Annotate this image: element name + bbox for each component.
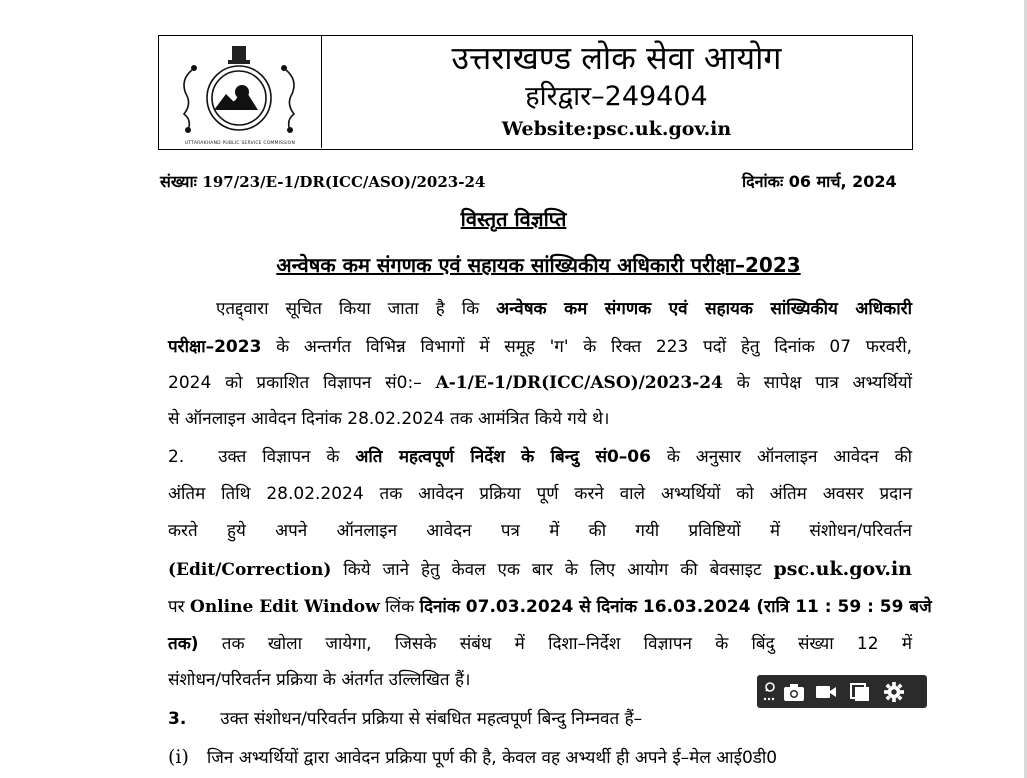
para2-line6: तक) तक खोला जायेगा, जिसके संबंध में दिशा–निर्देश विज्ञापन के बिंदु संख्या 12 में	[168, 634, 912, 654]
reference-code: 197/23/E-1/DR(ICC/ASO)/2023-24	[202, 173, 486, 191]
brush-icon[interactable]	[763, 682, 777, 702]
para2-line2: अंतिम तिथि 28.02.2024 तक आवेदन प्रक्रिया पूर्ण करने वाले अभ्यर्थियों को अंतिम अवसर प्रदान	[168, 484, 912, 504]
organization-name: उत्तराखण्ड लोक सेवा आयोग	[451, 39, 782, 77]
para2-line7: संशोधन/परिवर्तन प्रक्रिया के अंतर्गत उल्लिखित हैं।	[168, 670, 471, 690]
gear-icon[interactable]	[883, 682, 905, 702]
organization-website: Website:psc.uk.gov.in	[501, 118, 732, 140]
para1-line4: से ऑनलाइन आवेदन दिनांक 28.02.2024 तक आमंत्रित किये गये थे।	[168, 409, 610, 429]
para2-line1: 2. उक्त विज्ञापन के अति महत्वपूर्ण निर्देश के बिन्दु सं0–06 के अनुसार ऑनलाइन आवेदन की	[168, 447, 913, 467]
para1-line3: 2024 को प्रकाशित विज्ञापन सं0:– A-1/E-1/DR(ICC/ASO)/2023-24 के सापेक्ष पात्र अभ्यर्थियों	[168, 373, 913, 393]
para2-line3: करते हुये अपने ऑनलाइन आवेदन पत्र में की गयी प्रविष्टियों में संशोधन/परिवर्तन	[168, 521, 912, 541]
capture-toolbar	[757, 675, 927, 708]
para2-line5: पर Online Edit Window लिंक दिनांक 07.03.2024 से दिनांक 16.03.2024 (रात्रि 11 : 59 : 59 बजे	[168, 597, 932, 617]
date-value: 06 मार्च, 2024	[788, 172, 897, 191]
organization-city: हरिद्वार–249404	[525, 81, 708, 112]
logo-caption: UTTARAKHAND PUBLIC SERVICE COMMISSION	[184, 141, 296, 146]
camera-icon[interactable]	[783, 682, 805, 702]
video-icon[interactable]	[815, 682, 837, 702]
reference-label: संख्याः	[160, 172, 197, 191]
para3-line1: 3. उक्त संशोधन/परिवर्तन प्रक्रिया से संबधित महत्वपूर्ण बिन्दु निम्नवत हैं–	[168, 709, 643, 729]
letterhead	[158, 35, 913, 150]
para1-line1: एतद्द्वारा सूचित किया जाता है कि अन्वेषक कम संगणक एवं सहायक सांख्यिकीय अधिकारी	[216, 299, 913, 319]
para2-line4: (Edit/Correction) किये जाने हेतु केवल एक बार के लिए आयोग की बेवसाइट psc.uk.gov.in	[168, 558, 912, 580]
para1-line2: परीक्षा–2023 के अन्तर्गत विभिन्न विभागों में समूह 'ग' के रिक्त 223 पदों हेतु दिनांक 07 फरवरी,	[168, 337, 913, 357]
item-i-line1: (i) जिन अभ्यर्थियों द्वारा आवेदन प्रक्रिया पूर्ण की है, केवल वह अभ्यर्थी ही अपने ई–मेल आई0डी0	[168, 746, 778, 768]
logo-cell	[159, 36, 322, 148]
exam-title: अन्वेषक कम संगणक एवं सहायक सांख्यिकीय अधिकारी परीक्षा–2023	[276, 253, 801, 277]
notice-date	[742, 170, 897, 192]
copy-icon[interactable]	[849, 682, 871, 702]
commission-emblem-logo	[164, 40, 314, 140]
date-label: दिनांकः	[742, 172, 784, 191]
reference-number	[160, 170, 485, 192]
notice-title: विस्तृत विज्ञप्ति	[460, 207, 567, 231]
